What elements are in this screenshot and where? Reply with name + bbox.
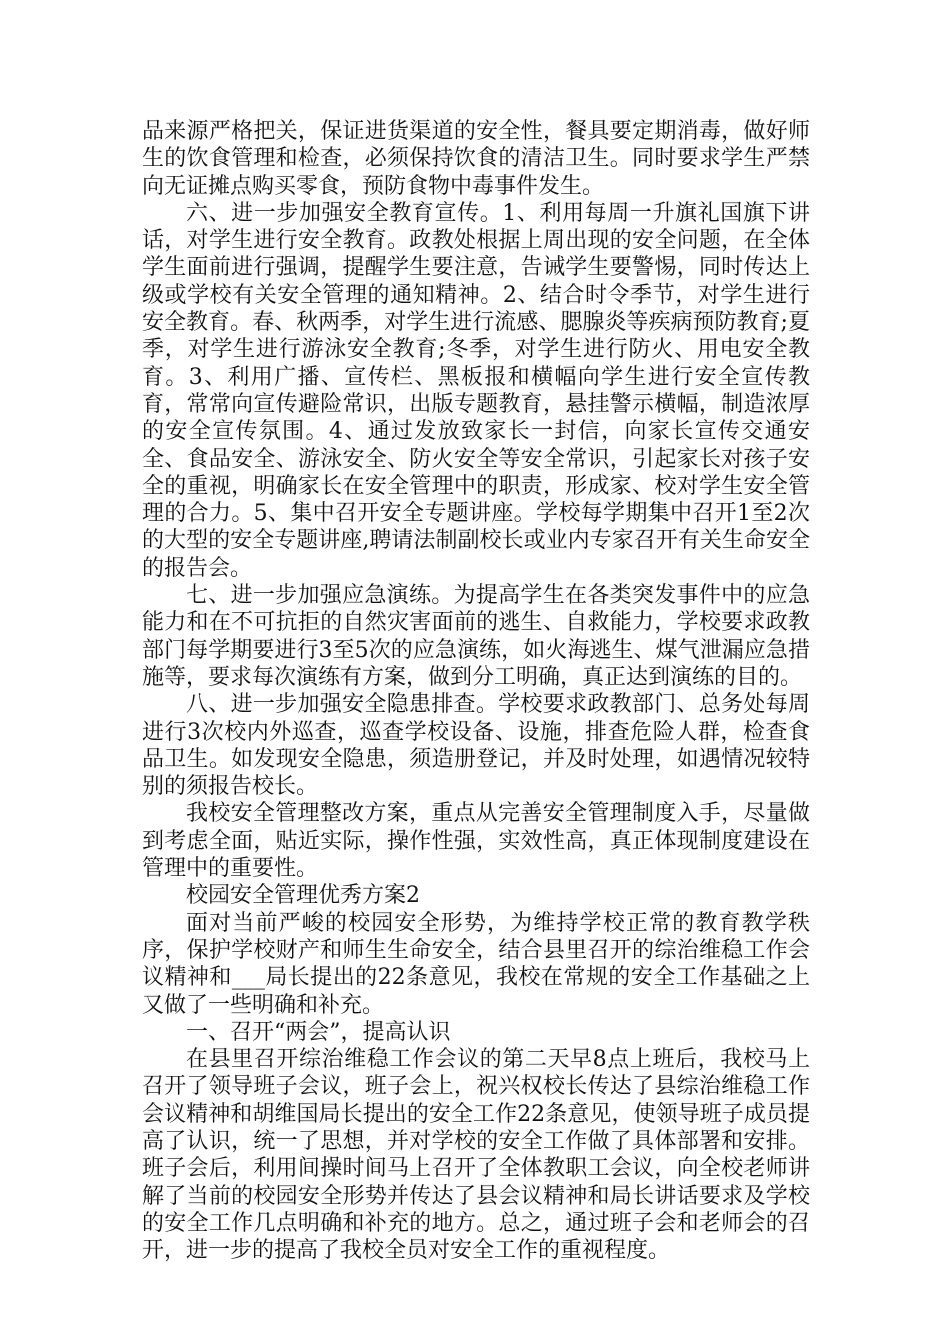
paragraph-section-six: 六、进一步加强安全教育宣传。1、利用每周一升旗礼国旗下讲话，对学生进行安全教育。政教处根据上周出现的安全问题，在全体学生面前进行强调，提醒学生要注意，告诫学生要警惕，同时传达上级或学校有关安全管理的通知精神。2、结合时令季节，对学生进行安全教育。春、秋两季，对学生进行流感、腮腺炎等疾病预防教育;夏季，对学生进行游泳安全教育;冬季，对学生进行防火、用电安全教育。3、利用广播、宣传栏、黑板报和横幅向学生进行安全宣传教育，常常向宣传避险常识，出版专题教育，悬挂警示横幅，制造浓厚的安全宣传氛围。4、通过发放致家长一封信，向家长宣传交通安全、食品安全、游泳安全、防火安全等安全常识，引起家长对孩子安全的重视，明确家长在安全管理中的职责，形成家、校对学生安全管理的合力。5、集中召开安全专题讲座。学校每学期集中召开1至2次的大型的安全专题讲座,聘请法制副校长或业内专家召开有关生命安全的报告会。 [142,200,810,581]
paragraph-section-eight: 八、进一步加强安全隐患排查。学校要求政教部门、总务处每周进行3次校内外巡查，巡查学校设备、设施，排查危险人群，检查食品卫生。如发现安全隐患，须造册登记，并及时处理，如遇情况较特别的须报告校长。 [142,692,810,800]
paragraph-plan-2-intro: 面对当前严峻的校园安全形势，为维持学校正常的教育教学秩序，保护学校财产和师生生命安全，结合县里召开的综治维稳工作会议精神和___局长提出的22条意见，我校在常规的安全工作基础之上又做了一些明确和补充。 [142,910,810,1018]
subheading-two-meetings: 一、召开“两会”，提高认识 [186,1019,451,1045]
document-page [142,118,810,1264]
paragraph-summary: 我校安全管理整改方案，重点从完善安全管理制度入手，尽量做到考虑全面，贴近实际，操作性强，实效性高，真正体现制度建设在管理中的重要性。 [142,801,810,882]
paragraph-meetings-detail: 在县里召开综治维稳工作会议的第二天早8点上班后，我校马上召开了领导班子会议，班子会上，祝兴权校长传达了县综治维稳工作会议精神和胡维国局长提出的安全工作22条意见，使领导班子成员提高了认识，统一了思想，并对学校的安全工作做了具体部署和安排。班子会后，利用间操时间马上召开了全体教职工会议，向全校老师讲解了当前的校园安全形势并传达了县会议精神和局长讲话要求及学校的安全工作几点明确和补充的地方。总之，通过班子会和老师会的召开，进一步的提高了我校全员对安全工作的重视程度。 [142,1047,810,1264]
paragraph-food-safety: 品来源严格把关，保证进货渠道的安全性，餐具要定期消毒，做好师生的饮食管理和检查，必须保持饮食的清洁卫生。同时要求学生严禁向无证摊点购买零食，预防食物中毒事件发生。 [142,119,810,199]
section-heading-plan-2: 校园安全管理优秀方案2 [186,883,420,909]
paragraph-section-seven: 七、进一步加强应急演练。为提高学生在各类突发事件中的应急能力和在不可抗拒的自然灾害面前的逃生、自救能力，学校要求政教部门每学期要进行3至5次的应急演练，如火海逃生、煤气泄漏应急措施等，要求每次演练有方案，做到分工明确，真正达到演练的目的。 [142,583,810,690]
